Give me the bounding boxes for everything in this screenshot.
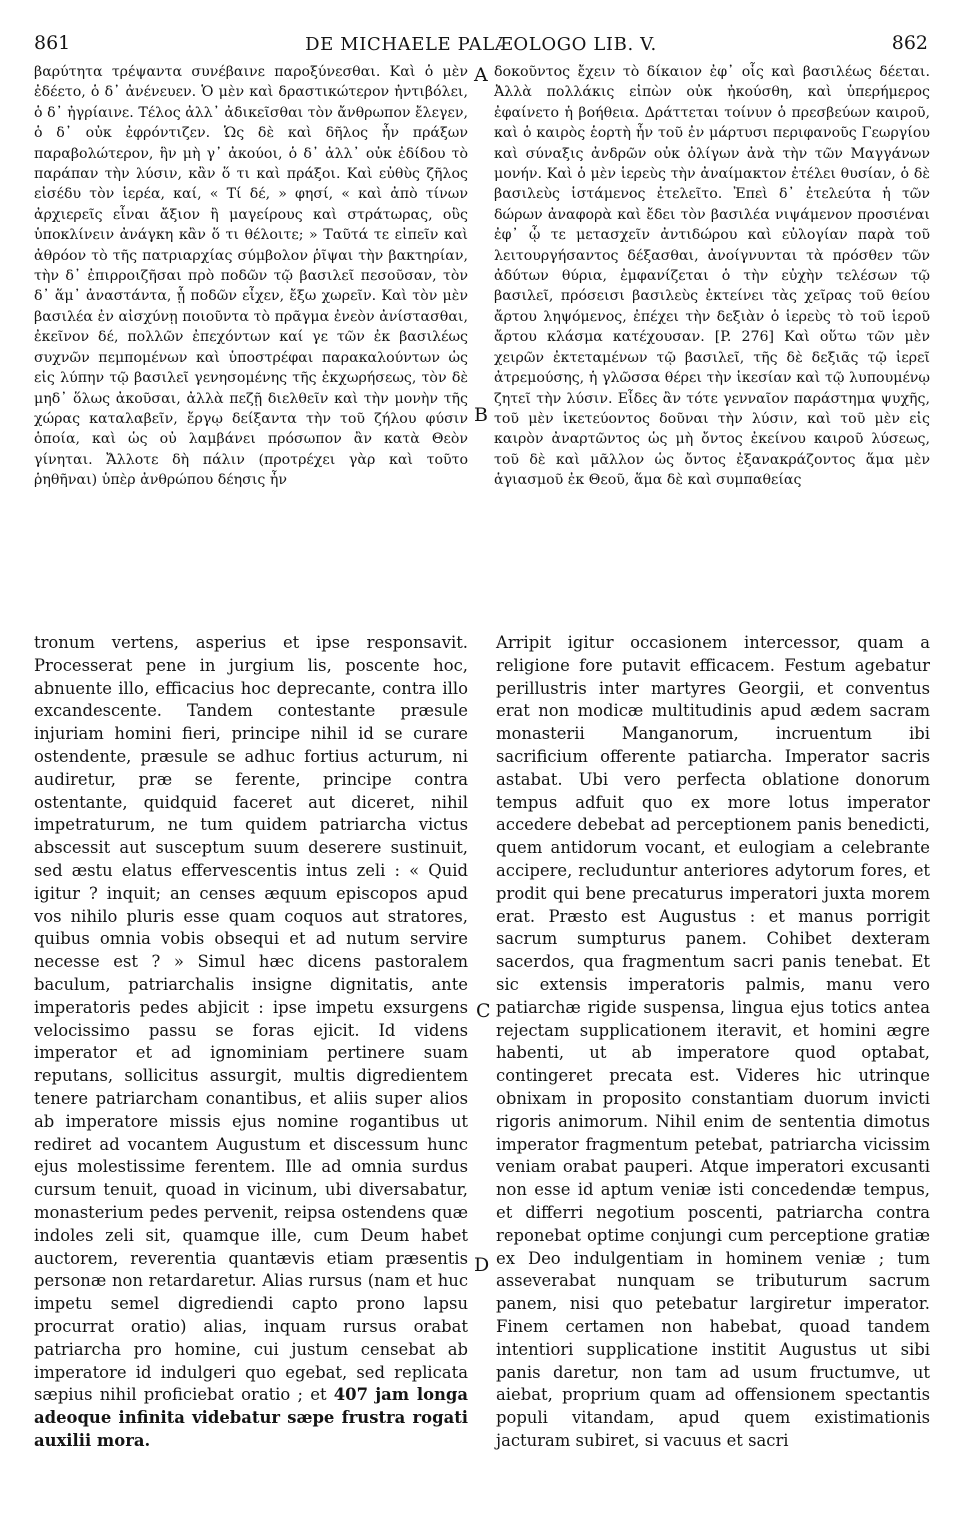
margin-marker-b: B [474, 404, 488, 426]
latin-folio-number: 407 [333, 1385, 368, 1405]
greek-text-right-column: δοκοῦντος ἔχειν τὸ δίκαιον ἐφ᾽ οἷς καὶ βασιλέως δέεται. Ἀλλὰ πολλάκις εἰπὼν οὐκ ἠκούσθη, καὶ ὑπερήμερος ἐφαίνετο ἡ βοήθεια. Δράττεται τοίνυν ὁ πρεσβεύων καιροῦ, καὶ ὁ καιρὸς ἑορτὴ ἦν τοῦ ἐν μάρτυσι περιφανοῦς Γεωργίου καὶ σύναξις ἀνδρῶν οὐκ ὀλίγων ἀνὰ τὴν τῶν Μαγγάνων μονήν. Καὶ ὁ μὲν ἱερεὺς τὴν ἀναίμακτον ἐτέλει θυσίαν, ὁ δὲ βασιλεὺς ἱστάμενος ἐτελεῖτο. Ἐπεὶ δ᾽ ἐτελεύτα ἡ τῶν δώρων ἀναφορὰ καὶ ἔδει τὸν βασιλέα νιψάμενον προσιέναι ἐφ᾽ ᾧ τε μετασχεῖν ἀντιδώρου καὶ εὐλογίαν παρὰ τοῦ λειτουργήσαντος δέξασθαι, ἀνοίγνυνται τὰ πρόσθεν τῶν ἀδύτων θύρια, ἐμφανίζεται ὁ τὴν εὐχὴν τελέσων τῷ βασιλεῖ, πρόσεισι βασιλεὺς ἐκτείνει τὰς χεῖρας τοῦ θείου ἄρτου ληψόμενος, ἐπέχει τὴν δεξιὰν ὁ ἱερεὺς τὸ τοῦ ἱεροῦ ἄρτου κλάσμα κατέχουσαν. [P. 276] Καὶ οὕτω τῶν μὲν χειρῶν ἐκτεταμένων τῷ βασιλεῖ, τῆς δὲ δεξιᾶς τῷ ἱερεῖ ἀτρεμούσης, ἡ γλῶσσα θέρει τὴν ἱκεσίαν καὶ τῷ λυπουμένῳ ζητεῖ τὴν λύσιν. Εἶδες ἂν τότε γενναῖον παράστημα ψυχῆς, τοῦ μὲν ἱκετεύοντος δοῦναι τὴν λύσιν, καὶ τοῦ μὲν εἰς καιρὸν ἀναρτῶντος ὡς μὴ ὄντος ἐκείνου καιροῦ λύσεως, τοῦ δὲ καὶ μᾶλλον ὡς ὄντος ἐξανακράζοντος ἅμα μὲν ἁγιασμοῦ ἐκ Θεοῦ, ἅμα δὲ καὶ συμπαθείας [494, 64, 930, 489]
page-number-left: 861 [34, 32, 71, 54]
margin-marker-c: C [476, 1000, 491, 1022]
latin-text-left-column [34, 632, 468, 1453]
greek-text-left-column: βαρύτητα τρέψαντα συνέβαινε παροξύνεσθαι. Καὶ ὁ μὲν ἐδέετο, ὁ δ᾽ ἀνένευεν. Ὁ μὲν καὶ δραστικώτερον ἠντιβόλει, ὁ δ᾽ ἠγρίαινε. Τέλος ἀλλ᾽ ἀδικεῖσθαι τὸν ἄνθρωπον ἔλεγεν, ὁ δ᾽ οὐκ ἐφρόντιζεν. Ὡς δὲ καὶ δῆλος ἦν πράξων παραβολώτερον, ἣν μὴ γ᾽ ἀκούοι, ὁ δ᾽ ἀλλ᾽ οὐκ ἐδίδου τὸ παράπαν τὴν λύσιν, κἂν ὅ τι καὶ πράξοι. Καὶ εὐθὺς ζῆλος εἰσέδυ τὸν ἱερέα, καί, « Τί δέ, » φησί, « καὶ ἀπὸ τίνων ἀρχιερεῖς εἶναι ἄξιον ἢ μαγείρους καὶ στράτωρας, οὓς ὑποκλίνειν ἀνάγκη κἂν ὅ τι θέλοιτε; » Ταῦτά τε εἰπεῖν καὶ ἀθρόον τὸ τῆς πατριαρχίας σύμβολον ῥῖψαι τὴν βακτηρίαν, τὴν δ᾽ ἐπιρροιζῆσαι πρὸ ποδῶν τῷ βασιλεῖ πεσοῦσαν, τὸν δ᾽ ἅμ᾽ ἀναστάντα, ᾗ ποδῶν εἶχεν, ἔξω χωρεῖν. Καὶ τὸν μὲν βασιλέα ἐν αἰσχύνῃ ποιοῦντα τὸ πρᾶγμα ἐνεὸν ἀνίστασθαι, ἐκεῖνον δέ, πολλῶν ἐπεχόντων καί γε τῶν ἐκ βασιλέως συχνῶν πεμπομένων καὶ ὑποστρέφαι παρακαλούντων ὡς εἰς λύπην τῷ βασιλεῖ γενησομένης τῆς ἐκχωρήσεως, τὸν δὲ μηδ᾽ ὅλως ἀκοῦσαι, ἀλλὰ πεζῇ διελθεῖν καὶ τὴν μονὴν τῆς χώρας καταλαβεῖν, ἔργῳ δείξαντα τὴν τοῦ ζήλου φύσιν ὁποία, καὶ ὡς οὐ λαμβάνει πρόσωπον ἂν κατὰ Θεὸν γίνηται. Ἄλλοτε δὴ πάλιν (προτρέχει γὰρ καὶ τοῦτο ῥηθῆναι) ὑπὲρ ἀνθρώπου δέησις ἦν [34, 64, 468, 489]
latin-left-body: tronum vertens, asperius et ipse responsavit. Processerat pene in jurgium lis, poscente hoc, abnuente illo, efficacius hoc deprecante, contra illo excandescente. Tandem contestante præsule injuriam homini fieri, principe nihil id se curare ostendente, præsule se adhuc fortius acturum, ni audiretur, præ se ferente, principe contra ostentante, quidquid faceret aut diceret, nihil impetraturum, ne tum quidem patriarcha victus abscessit aut susceptum suum deserere sustinuit, sed æstu elatus effervescentis intus zeli : « Quid igitur ? inquit; an censes æquum episcopos apud vos nihilo pluris esse quam coquos aut stratores, quibus omnia vobis obsequi et ad nutum servire necesse est ? » Simul hæc dicens pastoralem baculum, patriarchalis insigne dignitatis, ante imperatoris pedes abjicit : ipse impetu exsurgens velocissimo passu se foras ejicit. Id videns imperator et ad ignominiam pertinere suam reputans, sollicitus assurgit, multis digredientem tenere patriarcham conantibus, et aliis super alios ab imperatore missis ejus nomine rogantibus ut rediret ad vocantem Augustum et discessum hunc ejus molestissime ferentem. Ille ad omnia surdus cursum tenuit, quoad in vicinum, ubi diversabatur, monasterium pedes pervenit, reipsa ostendens quæ indoles zeli sit, quamque ille, cum Deum habet auctorem, reverentia quantævis etiam præsentis personæ non retardaretur. Alias rursus (nam et huc impetu semel digrediendi capto prono lapsu procurrat oratio) alias, inquam rursus orabat patriarcha pro homine, cui justum censebat ab imperatore id indulgeri quo egebat, sed replicata sæpius nihil proficiebat oratio ; et [34, 633, 468, 1405]
running-title: DE MICHAELE PALÆOLOGO LIB. V. [305, 34, 657, 55]
running-header [34, 32, 928, 56]
page-number-right: 862 [891, 32, 928, 54]
margin-marker-d: D [474, 1254, 490, 1276]
margin-marker-a: A [474, 64, 488, 86]
latin-text-right-column: Arripit igitur occasionem intercessor, quam a religione fore putavit efficacem. Festum agebatur perillustris inter martyres Georgii, et conventus erat non modicæ multitudinis apud ædem sacram monasterii Manganorum, incruentum ibi sacrificium offerente patiarcha. Imperator sacris astabat. Ubi vero perfecta oblatione donorum tempus adfuit quo ex more lotus imperator accedere debebat ad perceptionem panis benedicti, quem antidorum vocant, et eulogiam a celebrante accipere, recluduntur anteriores adytorum fores, et prodit qui bene precaturus imperatori juxta morem erat. Præsto est Augustus : et manus porrigit sacrum sumpturus panem. Cohibet dexteram sacerdos, qua fragmentum sacri panis tenebat. Et sic extensis imperatoris palmis, manu vero patiarchæ rigide suspensa, lingua ejus totics antea rejectam supplicationem iteravit, et homini ægre habenti, ut ab imperatore quod optabat, contingeret precata est. Videres hic utrinque obnixam in proposito constantiam duorum invicti rigoris animorum. Nihil enim de sententia dimotus imperator fragmentum petebat, patriarcha vicissim veniam orabat pauperi. Atque imperatori excusanti non esse id aptum veniæ isti concedendæ tempus, et differri negotium poscenti, patriarcha contra reponebat optime conjungi cum perceptione gratiæ ex Deo indulgentiam in hominem veniæ ; tum asseverabat nunquam se tributurum sacrum panem, nisi quo petebatur largiretur imperator. Finem certamen non habebat, quoad tandem intentiori supplicatione institit Augustus ut sibi panis daretur, non tam ad usum fructumve, ut aiebat, proprium quam ad offensionem spectantis populi vitandam, apud quem existimationis jacturam subiret, si vacuus et sacri [496, 633, 930, 1450]
latin-left-ending: jam longa adeoque infinita videbatur sæpe frustra rogati auxilii mora. [34, 1385, 469, 1450]
